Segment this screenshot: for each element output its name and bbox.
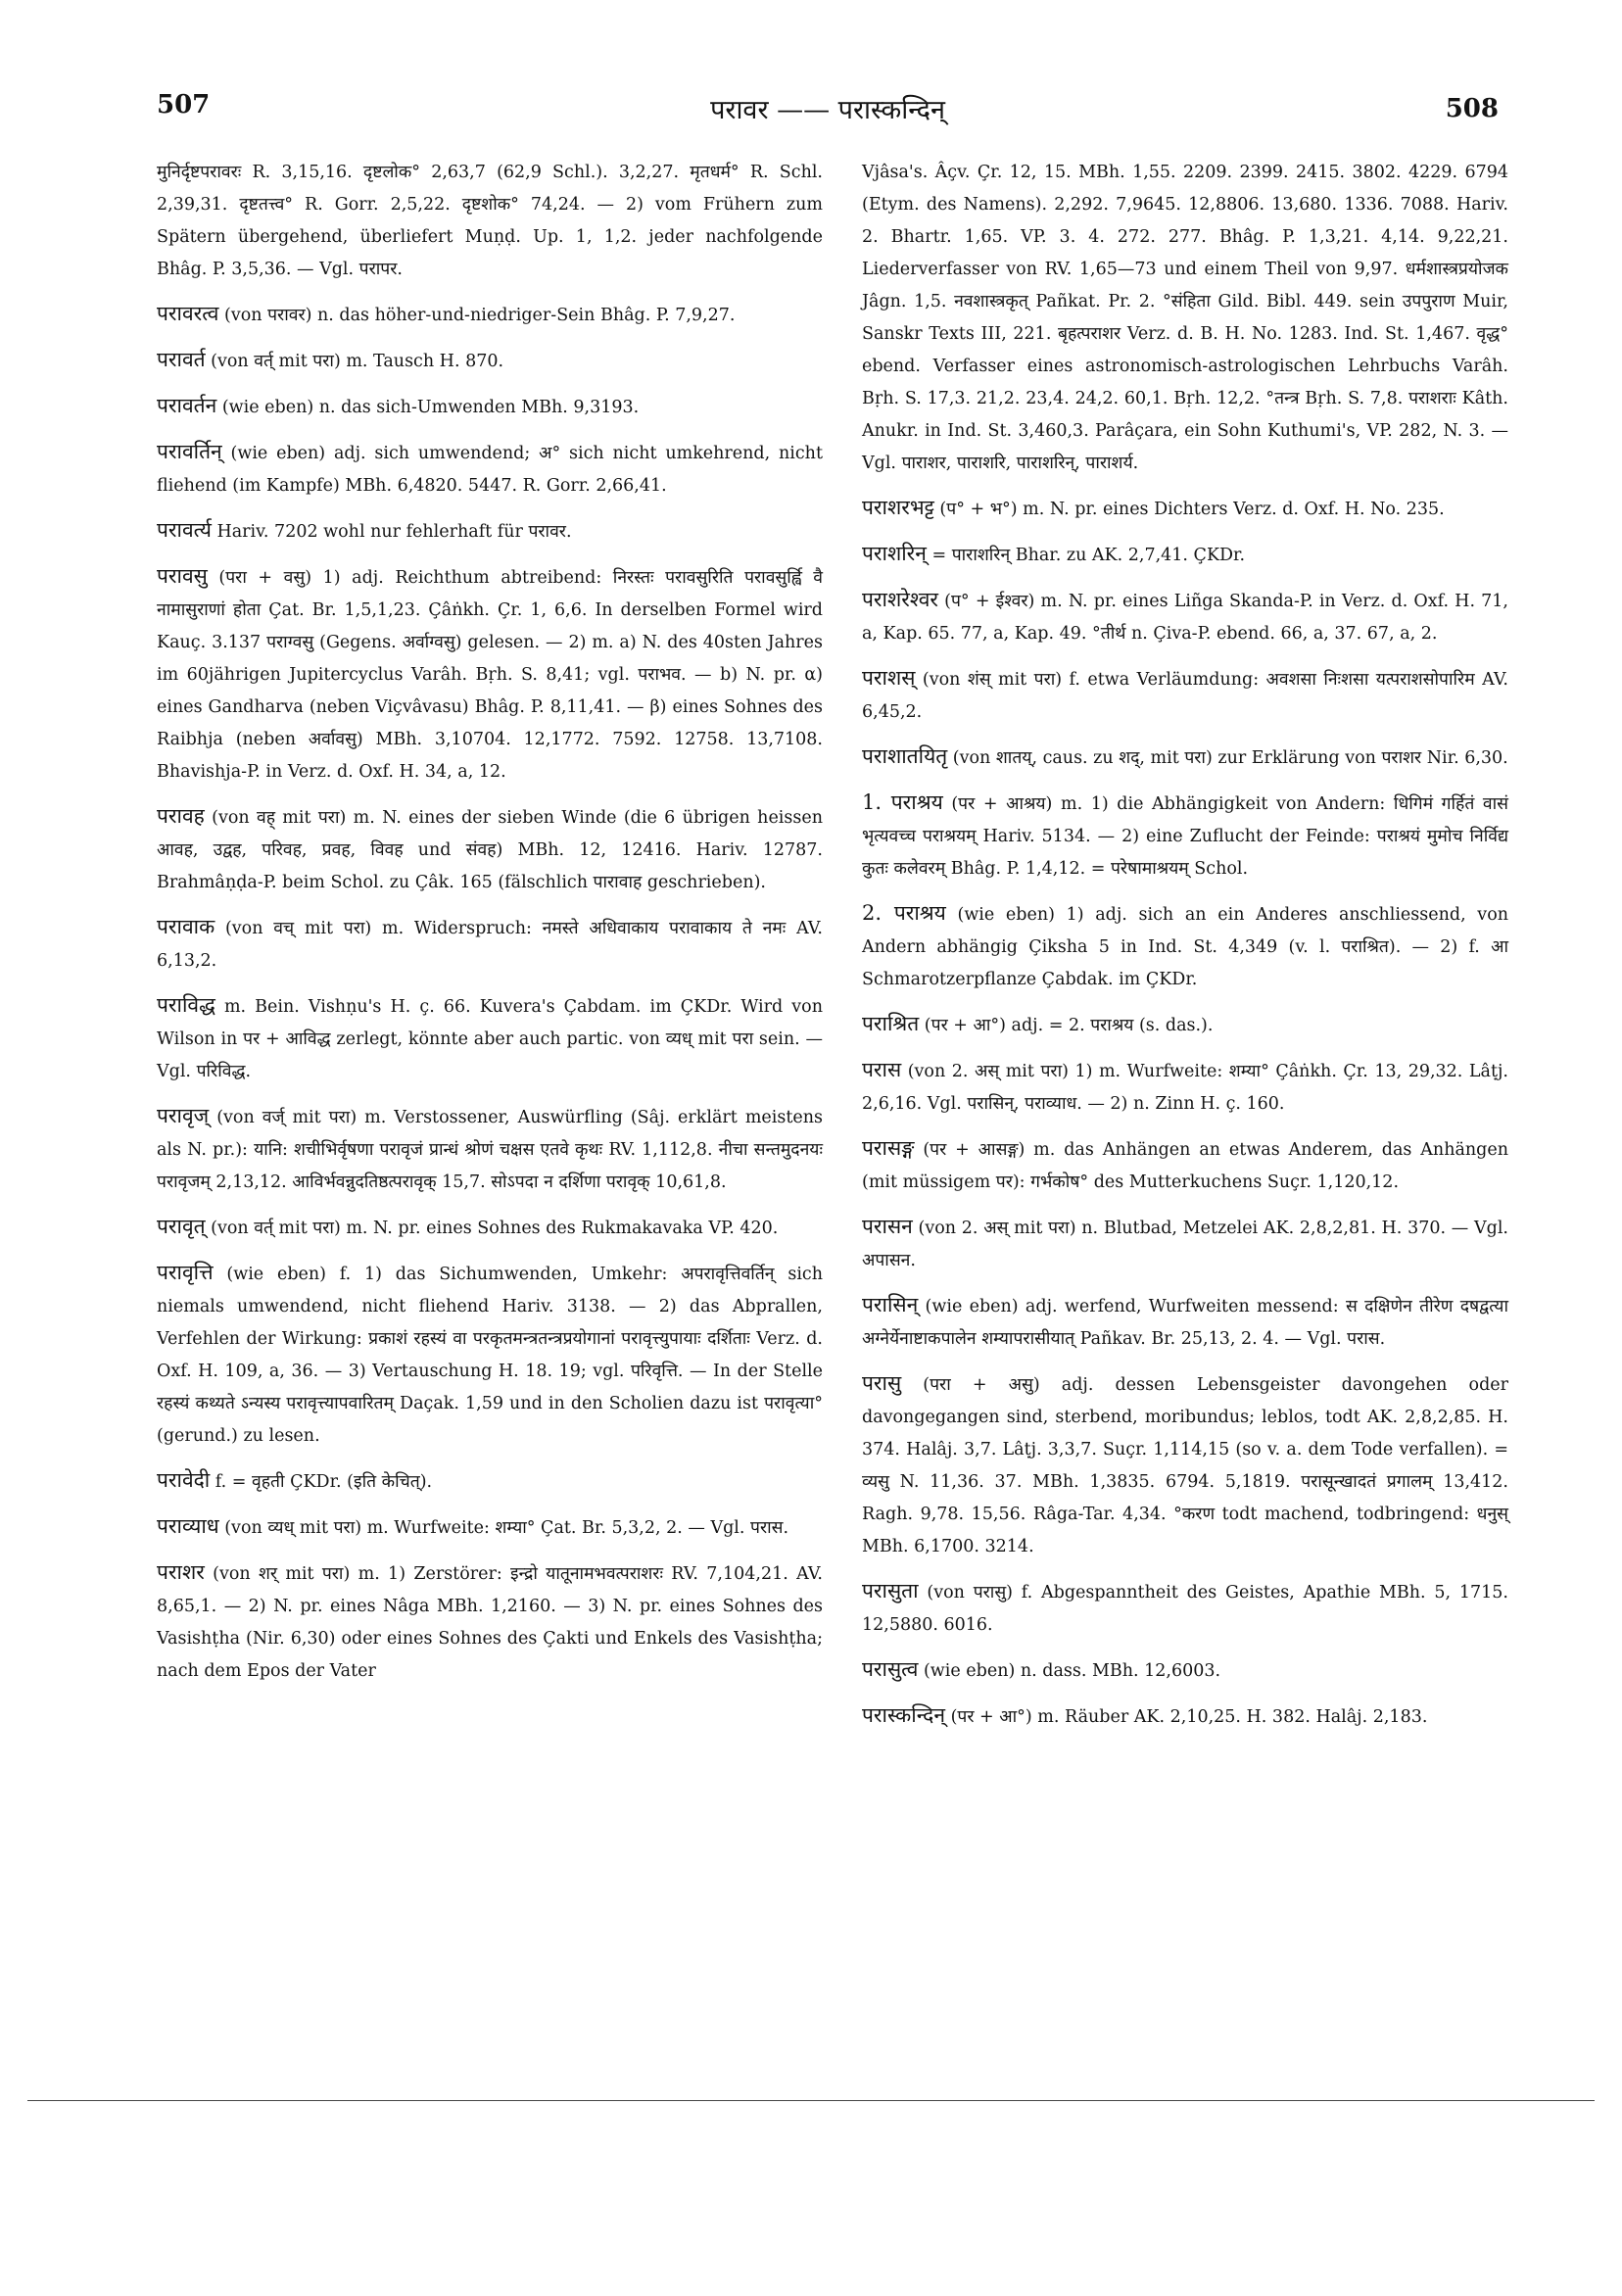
dictionary-entry xyxy=(862,1367,1508,1563)
page-number-right: 508 xyxy=(1445,94,1499,123)
entry-text: (von वर्ज् mit परा) m. Verstossener, Auswürfling (Sâj. erklärt meistens als N. pr.): यानि: शचीभिर्वृषणा परावृजं प्रान्धं श्रोणं चक्षस एतवे कृथः RV. 1,112,8. नीचा सन्तमुदनयः परावृजम् 2,13,12. आविर्भवन्नुदतिष्ठत्परावृक् 15,7. सोऽपदा न दर्शिणा परावृक् 10,61,8. xyxy=(157,1108,823,1192)
dictionary-entry xyxy=(862,1211,1508,1277)
headword: पराशरिन् xyxy=(862,542,927,565)
dictionary-entry xyxy=(157,344,823,378)
dictionary-entry xyxy=(157,1211,823,1245)
dictionary-entry xyxy=(862,1653,1508,1688)
dictionary-entry xyxy=(862,1575,1508,1642)
entry-text: (wie eben) n. dass. MBh. 12,6003. xyxy=(918,1661,1221,1681)
entry-text: (wie eben) n. das sich-Umwenden MBh. 9,3193. xyxy=(216,398,640,417)
headword: परावेदी xyxy=(157,1468,211,1492)
headword: 1. पराश्रय xyxy=(862,790,943,814)
entry-text: (wie eben) adj. werfend, Wurfweiten messend: स दक्षिणेन तीरेण दषद्वत्या अग्नेर्येनाष्टाकपालेन शम्यापरासीयात् Pañkav. Br. 25,13, 2. 4. — Vgl. परास. xyxy=(862,1297,1508,1349)
headword: पराशरभट्ट xyxy=(862,496,934,519)
dictionary-entry xyxy=(862,538,1508,572)
headword: पराशरेश्वर xyxy=(862,588,939,611)
dictionary-entry xyxy=(157,298,823,332)
headword: परावह xyxy=(157,804,205,828)
headword: परावर्तन xyxy=(157,394,217,417)
dictionary-entry xyxy=(862,157,1508,480)
headword: परासिन् xyxy=(862,1293,919,1316)
headword: पराविद्ध xyxy=(157,993,215,1017)
page-number-left: 507 xyxy=(157,90,211,120)
dictionary-entry xyxy=(862,787,1508,885)
headword: परावर्त्य xyxy=(157,518,212,542)
headword: 2. पराश्रय xyxy=(862,901,946,925)
running-head: परावर —— परास्कन्दिन् xyxy=(710,95,945,125)
dictionary-entry xyxy=(157,1556,823,1688)
entry-text: (von शर् mit परा) m. 1) Zerstörer: इन्द्रो यातूनामभवत्पराशरः RV. 7,104,21. AV. 8,65,1. — 2) N. pr. eines Nâga MBh. 1,2160. — 3) N. pr. eines Sohnes des Vasishṭha (Nir. 6,30) oder eines Sohnes des Çakti und Enkels des Vasishṭha; nach dem Epos der Vater xyxy=(157,1564,823,1681)
entry-text: (von वच् mit परा) m. Widerspruch: नमस्ते अधिवाकाय परावाकाय ते नमः AV. 6,13,2. xyxy=(157,919,823,971)
dictionary-entry xyxy=(157,1257,823,1453)
dictionary-entry xyxy=(157,514,823,549)
entry-text: (प° + ईश्वर) m. N. pr. eines Liñga Skanda-P. in Verz. d. Oxf. H. 71, a, Kap. 65. 77, a, Kap. 49. °तीर्थ n. Çiva-P. ebend. 66, a, 37. 67, a, 2. xyxy=(862,592,1508,644)
entry-text: (von 2. अस् mit परा) 1) m. Wurfweite: शम्या° Çâṅkh. Çr. 13, 29,32. Lâṭj. 2,6,16. Vgl. परासिन्, पराव्याध. — 2) n. Zinn H. ç. 160. xyxy=(862,1062,1508,1114)
entry-text: (von परावर) n. das höher-und-niedriger-Sein Bhâg. P. 7,9,27. xyxy=(218,306,736,325)
dictionary-entry xyxy=(157,1100,823,1199)
headword: परास xyxy=(862,1058,902,1081)
dictionary-entry xyxy=(862,1699,1508,1734)
entry-text: (von 2. अस् mit परा) n. Blutbad, Metzelei AK. 2,8,2,81. H. 370. — Vgl. अपासन. xyxy=(862,1219,1508,1270)
headword: परासु xyxy=(862,1371,902,1395)
dictionary-entry xyxy=(157,800,823,899)
entry-text: (von वर्त् mit परा) m. N. pr. eines Sohnes des Rukmakavaka VP. 420. xyxy=(205,1219,779,1238)
entry-text: (von परासु) f. Abgespanntheit des Geistes, Apathie MBh. 5, 1715. 12,5880. 6016. xyxy=(862,1583,1508,1635)
dictionary-entry xyxy=(157,390,823,424)
dictionary-entry xyxy=(862,492,1508,526)
headword: परावृज् xyxy=(157,1104,210,1127)
dictionary-entry xyxy=(862,897,1508,996)
dictionary-entry xyxy=(862,584,1508,650)
headword: परावर्त xyxy=(157,348,206,371)
dictionary-entry xyxy=(862,662,1508,729)
entry-text: (पर + आ°) adj. = 2. पराश्रय (s. das.). xyxy=(919,1016,1214,1035)
entry-text: (wie eben) 1) adj. sich an ein Anderes anschliessend, von Andern abhängig Çiksha 5 in Ind. St. 4,349 (v. l. पराश्रित). — 2) f. आ Schmarotzerpflanze Çabdak. im ÇKDr. xyxy=(862,905,1508,989)
headword: पराश्रित xyxy=(862,1012,920,1035)
entry-text: m. Bein. Vishṇu's H. ç. 66. Kuvera's Çabdam. im ÇKDr. Wird von Wilson in पर + आविद्ध zerlegt, könnte aber auch partic. von व्यध् mit परा sein. — Vgl. परिविद्ध. xyxy=(157,997,823,1081)
dictionary-entry xyxy=(862,1008,1508,1042)
right-column xyxy=(862,157,1508,1746)
headword: परावसु xyxy=(157,564,208,588)
entry-text: (wie eben) adj. sich umwendend; अ° sich nicht umkehrend, nicht fliehend (im Kampfe) MBh. 6,4820. 5447. R. Gorr. 2,66,41. xyxy=(157,444,823,496)
headword: परावृत्ति xyxy=(157,1261,214,1284)
headword: पराव्याध xyxy=(157,1514,219,1538)
footer-rule xyxy=(27,2100,1595,2101)
entry-text: Vjâsa's. Âçv. Çr. 12, 15. MBh. 1,55. 2209. 2399. 2415. 3802. 4229. 6794 (Etym. des Namens). 2,292. 7,9645. 12,8806. 13,680. 1336. 7088. Hariv. 2. Bhartr. 1,65. VP. 3. 4. 272. 277. Bhâg. P. 1,3,21. 4,14. 9,22,21. Liederverfasser von RV. 1,65—73 und einem Theil von 9,97. धर्मशास्त्रप्रयोजक Jâgn. 1,5. नवशास्त्रकृत् Pañkat. Pr. 2. °संहिता Gild. Bibl. 449. sein उपपुराण Muir, Sanskr Texts III, 221. बृहत्पराशर Verz. d. B. H. No. 1283. Ind. St. 1,467. वृद्ध° ebend. Verfasser eines astronomisch-astrologischen Lehrbuchs Varâh. Bṛh. S. 17,3. 21,2. 23,4. 24,2. 60,1. Bṛh. 12,2. °तन्त्र Bṛh. S. 7,8. पराशराः Kâth. Anukr. in Ind. St. 3,460,3. Parâçara, ein Sohn Kuthumi's, VP. 282, N. 3. — Vgl. पाराशर, पाराशरि, पाराशरिन्, पाराशर्य. xyxy=(862,163,1508,473)
dictionary-entry xyxy=(862,741,1508,775)
entry-text: f. = वृहती ÇKDr. (इति केचित्). xyxy=(210,1472,433,1492)
headword: परावृत् xyxy=(157,1215,206,1238)
headword: पराशस् xyxy=(862,666,916,690)
dictionary-entry xyxy=(157,560,823,789)
dictionary-entry xyxy=(157,436,823,502)
entry-text: (पर + आश्रय) m. 1) die Abhängigkeit von Andern: धिगिमं गर्हितं वासं भृत्यवच्च पराश्रयम् Hariv. 5134. — 2) eine Zuflucht der Feinde: पराश्रयं मुमोच निर्विद्य कुतः कलेवरम् Bhâg. P. 1,4,12. = परेषामाश्रयम् Schol. xyxy=(862,794,1508,879)
entry-text: (von वर्त् mit परा) m. Tausch H. 870. xyxy=(205,352,504,371)
entry-text: (von वह् mit परा) m. N. eines der sieben Winde (die 6 übrigen heissen आवह, उद्वह, परिवह, प्रवह, विवह und संवह) MBh. 12, 12416. Hariv. 12787. Brahmâṇḍa-P. beim Schol. zu Çâk. 165 (fälschlich पारावाह geschrieben). xyxy=(157,808,823,892)
headword: परावाक xyxy=(157,915,215,938)
entry-text: मुनिर्दृष्टपरावरः R. 3,15,16. दृष्टलोक° 2,63,7 (62,9 Schl.). 3,2,27. मृतधर्म° R. Schl. 2,39,31. दृष्टतत्त्व° R. Gorr. 2,5,22. दृष्टशोक° 74,24. — 2) vom Frühern zum Spätern übergehend, überliefert Muṇḍ. Up. 1, 1,2. jeder nachfolgende Bhâg. P. 3,5,36. — Vgl. परापर. xyxy=(157,163,823,279)
dictionary-entry xyxy=(862,1132,1508,1199)
headword: परावरत्व xyxy=(157,302,219,325)
entry-text: Hariv. 7202 wohl nur fehlerhaft für परावर. xyxy=(211,522,572,542)
entry-text: (wie eben) f. 1) das Sichumwenden, Umkehr: अपरावृत्तिवर्तिन् sich niemals umwendend, nicht fliehend Hariv. 3138. — 2) das Abprallen, Verfehlen der Wirkung: प्रकाशं रहस्यं वा परकृतमन्त्रतन्त्रप्रयोगानां परावृत्त्युपायाः दर्शिताः Verz. d. Oxf. H. 109, a, 36. — 3) Vertauschung H. 18. 19; vgl. परिवृत्ति. — In der Stelle रहस्यं कथ्यते ऽन्यस्य परावृत्त्यापवारितम् Daçak. 1,59 und in den Scholien dazu ist परावृत्या° (gerund.) zu lesen. xyxy=(157,1265,823,1446)
entry-text: (प° + भ°) m. N. pr. eines Dichters Verz. d. Oxf. H. No. 235. xyxy=(933,500,1445,519)
dictionary-entry xyxy=(157,1464,823,1499)
entry-text: (von व्यध् mit परा) m. Wurfweite: शम्या° Çat. Br. 5,3,2, 2. — Vgl. परास. xyxy=(218,1518,789,1538)
headword: परासुता xyxy=(862,1579,919,1602)
dictionary-entry xyxy=(157,157,823,286)
dictionary-entry xyxy=(157,911,823,978)
entry-text: (पर + आ°) m. Räuber AK. 2,10,25. H. 382. Halâj. 2,183. xyxy=(945,1707,1428,1727)
headword: परासुत्व xyxy=(862,1657,919,1681)
dictionary-entry xyxy=(862,1054,1508,1121)
headword: परास्कन्दिन् xyxy=(862,1703,945,1727)
headword: पराशर xyxy=(157,1560,205,1584)
headword: परासङ्ग xyxy=(862,1136,915,1160)
left-column xyxy=(157,157,823,1699)
dictionary-entry xyxy=(157,989,823,1088)
dictionary-entry xyxy=(157,1510,823,1545)
entry-text: (von शातय्, caus. zu शद्, mit परा) zur Erklärung von पराशर Nir. 6,30. xyxy=(947,748,1508,768)
entry-text: = पाराशरिन् Bhar. zu AK. 2,7,41. ÇKDr. xyxy=(926,546,1246,565)
entry-text: (पर + आसङ्ग) m. das Anhängen an etwas Anderem, das Anhängen (mit müssigem पर): गर्भकोष° des Mutterkuchens Suçr. 1,120,12. xyxy=(862,1140,1508,1192)
headword: पराशातयितृ xyxy=(862,744,948,768)
dictionary-entry xyxy=(862,1289,1508,1356)
headword: परावर्तिन् xyxy=(157,440,222,463)
entry-text: (von शंस् mit परा) f. etwa Verläumdung: अवशसा निःशसा यत्पराशसोपारिम AV. 6,45,2. xyxy=(862,670,1508,722)
entry-text: (परा + असु) adj. dessen Lebensgeister davongehen oder davongegangen sind, sterbend, moribundus; leblos, todt AK. 2,8,2,85. H. 374. Halâj. 3,7. Lâṭj. 3,3,7. Suçr. 1,114,15 (so v. a. dem Tode verfallen). = व्यसु N. 11,36. 37. MBh. 1,3835. 6794. 5,1819. परासून्खादतं प्रगालम् 13,412. Ragh. 9,78. 15,56. Râga-Tar. 4,34. °करण todt machend, todbringend: धनुस् MBh. 6,1700. 3214. xyxy=(862,1375,1508,1556)
headword: परासन xyxy=(862,1215,913,1238)
entry-text: (परा + वसु) 1) adj. Reichthum abtreibend: निरस्तः परावसुरिति परावसुर्ह्वि वै नामासुराणां होता Çat. Br. 1,5,1,23. Çâṅkh. Çr. 1, 6,6. In derselben Formel wird Kauç. 3.137 पराग्वसु (Gegens. अर्वाग्वसु) gelesen. — 2) m. a) N. des 40sten Jahres im 60jährigen Jupitercyclus Varâh. Bṛh. S. 8,41; vgl. पराभव. — b) N. pr. α) eines Gandharva (neben Viçvâvasu) Bhâg. P. 8,11,41. — β) eines Sohnes des Raibhja (neben अर्वावसु) MBh. 3,10704. 12,1772. 7592. 12758. 13,7108. Bhavishja-P. in Verz. d. Oxf. H. 34, a, 12. xyxy=(157,568,823,782)
page-header xyxy=(157,90,1499,129)
